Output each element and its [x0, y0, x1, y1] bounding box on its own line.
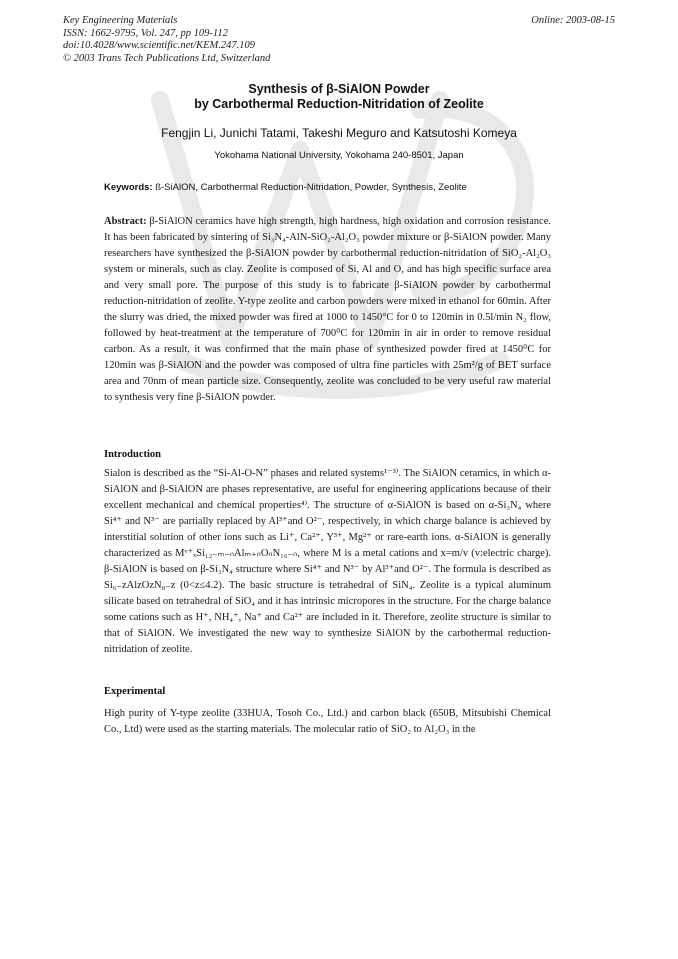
header-citation	[63, 15, 270, 65]
issn-line: ISSN: 1662-9795, Vol. 247, pp 109-112	[63, 27, 228, 39]
author-list: Fengjin Li, Junichi Tatami, Takeshi Meguro and Katsutoshi Komeya	[161, 126, 517, 140]
introduction-body	[104, 466, 551, 658]
doi-line: doi:10.4028/www.scientific.net/KEM.247.109	[63, 40, 255, 51]
paper-title	[0, 82, 678, 112]
copyright-line: © 2003 Trans Tech Publications Ltd, Switzerland	[63, 52, 271, 64]
keywords-label: Keywords:	[104, 182, 153, 193]
keywords	[104, 182, 574, 193]
introduction-heading: Introduction	[104, 449, 161, 460]
abstract	[104, 214, 551, 406]
title-line-1: Synthesis of β-SiAlON Powder	[248, 82, 430, 96]
affiliation: Yokohama National University, Yokohama 240-8501, Japan	[214, 150, 464, 161]
abstract-label: Abstract:	[104, 216, 147, 227]
online-date: Online: 2003-08-15	[531, 15, 615, 26]
title-line-2: by Carbothermal Reduction-Nitridation of Zeolite	[194, 97, 484, 111]
keywords-text: ß-SiAlON, Carbothermal Reduction-Nitridation, Powder, Synthesis, Zeolite	[152, 182, 467, 193]
experimental-text: High purity of Y-type zeolite (33HUA, Tosoh Co., Ltd.) and carbon black (650B, Mitsubishi Chemical Co., Ltd) were used as the starting materials. The molecular ratio of SiO₂ to Al₂O₃ in the	[104, 708, 551, 735]
experimental-body	[104, 706, 551, 738]
introduction-text: Sialon is described as the “Si-Al-O-N” phases and related systems¹⁻³⁾. The SiAlON ceramics, in which α-SiAlON and β-SiAlON are phases representative, are useful for engineering applications because of their excellent mechanical and chemical properties⁴⁾. The structure of α-SiAlON is based on α-Si₃N₄ where Si⁴⁺ and N³⁻ are partially replaced by Al³⁺and O²⁻, respectively, in which charge balance is achieved by interstitial solution of other ions such as Li⁺, Ca²⁺, Y³⁺, Mg²⁺ or rare-earth ions. α-SiAlON is generally characterized as Mᵛ⁺ₓSi₁₂₋ₘ₋ₙAlₘ₊ₙOₙN₁₆₋ₙ, where M is a metal cations and x=m/v (v:electric charge). β-SiAlON is based on β-Si₃N₄ structure where Si⁴⁺ and N³⁻ by Al³⁺and O²⁻. The formula is described as Si₆₋zAlzOzN₈₋z (0<z≤4.2). The basic structure is tetrahedral of SiN₄. Zeolite is a typical aluminum silicate based on tetrahedral of SiO₄ and it has intrinsic micropores in the structure. For the charge balance some cations such as H⁺, NH₄⁺, Na⁺ and Ca²⁺ are included in it. Therefore, zeolite structure is similar to that of SiAlON. We investigated the new way to synthesize SiAlON by the carbothermal reduction-nitridation of zeolite.	[104, 468, 551, 655]
journal-name: Key Engineering Materials	[63, 15, 178, 26]
abstract-text: β-SiAlON ceramics have high strength, high hardness, high oxidation and corrosion resistance. It has been fabricated by sintering of Si₃N₄-AlN-SiO₂-Al₂O₃ powder mixture or β-SiAlON powder. Many researchers have synthesized the β-SiAlON powder by carbothermal reduction-nitridation of SiO₂-Al₂O₃ system or minerals, such as clay. Zeolite is composed of Si, Al and O, and has high specific surface area and very small pore. The purpose of this study is to fabricate β-SiAlON powder by carbothermal reduction-nitridation of zeolite. Y-type zeolite and carbon powders were mixed in ethanol for 60min. After the slurry was dried, the mixed powder was fired at 1000 to 1450°C for 0 to 120min in 0.5l/min N₂ flow, followed by heat-treatment at the temperature of 700⁰C for 120min in air in order to remove residual carbon. As a result, it was confirmed that the main phase of synthesized powder fired at 1450⁰C for 120min was β-SiAlON and the powder was composed of ultra fine particles with 25m²/g of BET surface area and 70nm of mean particle size. Consequently, zeolite was concluded to be very useful raw material to synthesis very fine β-SiAlON powder.	[104, 216, 551, 403]
experimental-heading: Experimental	[104, 686, 166, 697]
